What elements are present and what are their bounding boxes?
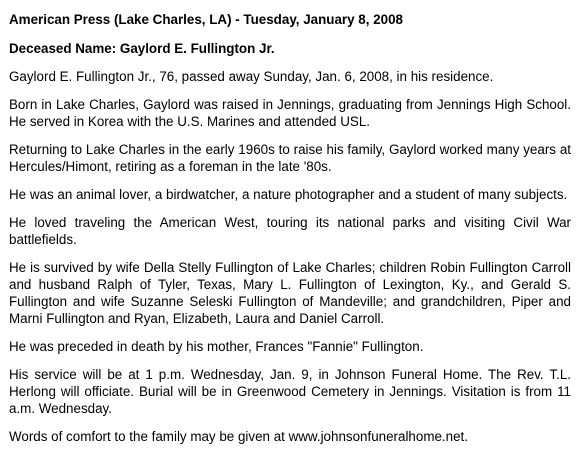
paragraph-travel: He loved traveling the American West, touring its national parks and visiting Civil War battlefields. bbox=[9, 215, 571, 247]
paragraph-survivors: He is survived by wife Della Stelly Fullington of Lake Charles; children Robin Fullington Carroll and husband Ralph of Tyler, Texas, Mary L. Fullington of Lexington, Ky., and Gerald S. Fullington and wife Suzanne Seleski Fullington of Mandeville; and grandchildren, Piper and Marni Fullington and Ryan, Elizabeth, Laura and Daniel Carroll. bbox=[9, 260, 571, 326]
source-headline: American Press (Lake Charles, LA) - Tuesday, January 8, 2008 bbox=[9, 12, 403, 27]
paragraph-career: Returning to Lake Charles in the early 1960s to raise his family, Gaylord worked many years at Hercules/Himont, retiring as a foreman in the late '80s. bbox=[9, 142, 571, 174]
paragraph-death-notice: Gaylord E. Fullington Jr., 76, passed away Sunday, Jan. 6, 2008, in his residence. bbox=[9, 69, 494, 84]
paragraph-preceded: He was preceded in death by his mother, Frances "Fannie" Fullington. bbox=[9, 339, 424, 354]
paragraph-condolences: Words of comfort to the family may be given at www.johnsonfuneralhome.net. bbox=[9, 429, 468, 444]
deceased-name-heading: Deceased Name: Gaylord E. Fullington Jr. bbox=[9, 41, 275, 56]
paragraph-interests: He was an animal lover, a birdwatcher, a nature photographer and a student of many subjects. bbox=[9, 187, 568, 202]
paragraph-early-life: Born in Lake Charles, Gaylord was raised in Jennings, graduating from Jennings High School. He served in Korea with the U.S. Marines and attended USL. bbox=[9, 97, 571, 129]
paragraph-service: His service will be at 1 p.m. Wednesday, Jan. 9, in Johnson Funeral Home. The Rev. T.L. Herlong will officiate. Burial will be in Greenwood Cemetery in Jennings. Visitation is from 11 a.m. Wednesday. bbox=[9, 367, 571, 416]
